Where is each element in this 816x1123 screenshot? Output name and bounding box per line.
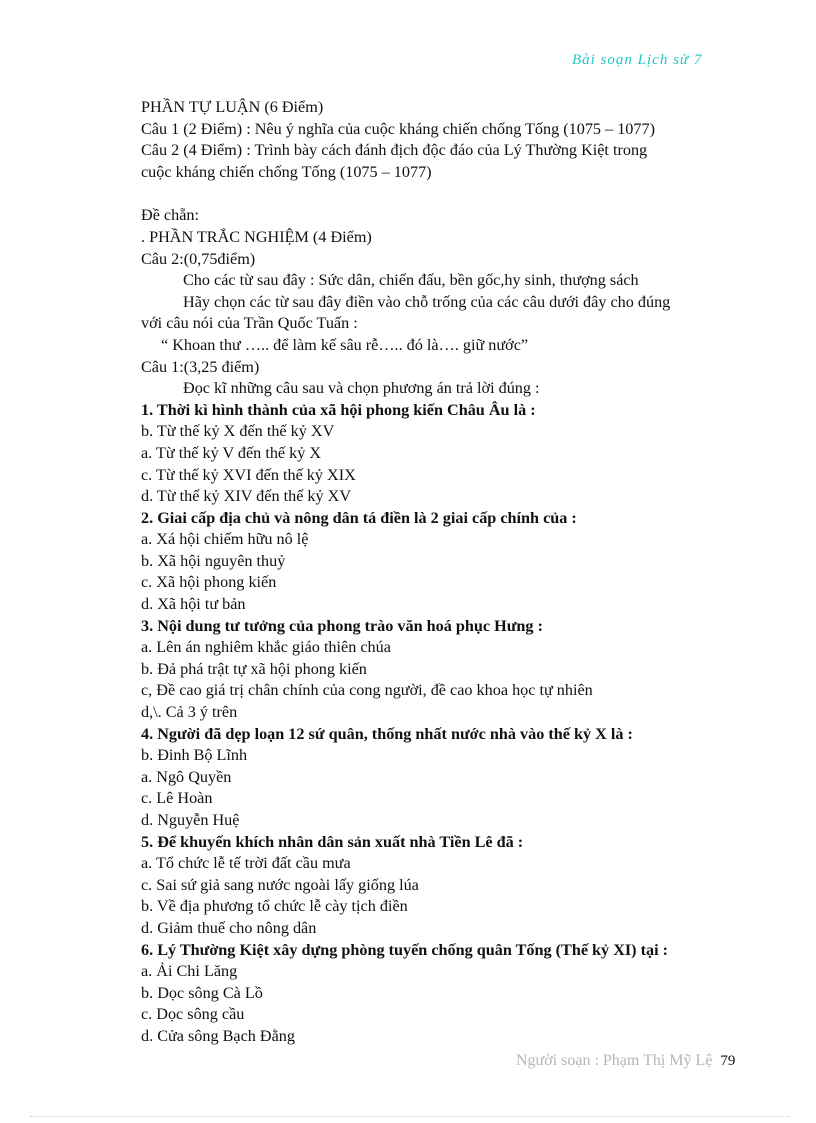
page-number: 79 [720,1053,736,1069]
cau2-quote: “ Khoan thư ….. để làm kế sâu rễ….. đó là…. giữ nước” [161,335,529,354]
question-1-option: c. Từ thế kỷ XVI đến thế kỷ XIX [141,465,356,484]
cau2-instruction-line2: với câu nói của Trần Quốc Tuấn : [141,314,358,333]
question-2-option: b. Xã hội nguyên thuỷ [141,551,286,570]
question-2-option: c. Xã hội phong kiến [141,573,277,592]
spacer [141,183,781,205]
trac-nghiem-heading: . PHẦN TRẮC NGHIỆM (4 Điểm) [141,227,372,246]
question-3-option: a. Lên án nghiêm khắc giáo thiên chúa [141,638,391,657]
question-2-option: a. Xá hội chiếm hữu nô lệ [141,530,309,549]
question-4-option: d. Nguyễn Huệ [141,811,240,829]
footer-author: Người soạn : Phạm Thị Mỹ Lệ [516,1052,713,1069]
question-2: 2. Giai cấp địa chủ và nông dân tá điền là 2 giai cấp chính của : [141,508,577,527]
cau2-instruction-line1: Hãy chọn các từ sau đây điền vào chỗ trống của các câu dưới đây cho đúng [183,292,671,311]
cau2-title: Câu 2:(0,75điểm) [141,249,256,268]
question-4-option: b. Đinh Bộ Lĩnh [141,746,248,765]
cau1-title: Câu 1:(3,25 điểm) [141,357,260,376]
cau1-instruction: Đọc kĩ những câu sau và chọn phương án trả lời đúng : [183,379,540,398]
cau2-words: Cho các từ sau đây : Sức dân, chiến đấu, bền gốc,hy sinh, thượng sách [183,271,639,290]
running-header: Bài soạn Lịch sử 7 [572,52,703,68]
tu-luan-cau2-line2: cuộc kháng chiến chống Tống (1075 – 1077) [141,162,432,181]
question-3-option: d,\. Cả 3 ý trên [141,703,238,722]
question-4-option: a. Ngô Quyền [141,767,232,786]
page-content [141,97,781,1048]
question-5-option: a. Tổ chức lễ tế trời đất cầu mưa [141,854,351,873]
question-6-option: b. Dọc sông Cà Lồ [141,983,263,1002]
footer-divider [30,1116,790,1117]
question-5: 5. Để khuyến khích nhân dân sản xuất nhà Tiền Lê đã : [141,832,524,851]
question-6-option: c. Dọc sông cầu [141,1005,245,1024]
question-4: 4. Người đã dẹp loạn 12 sứ quân, thống nhất nước nhà vào thế kỷ X là : [141,724,633,743]
tu-luan-cau2-line1: Câu 2 (4 Điểm) : Trình bày cách đánh địch độc đáo của Lý Thường Kiệt trong [141,141,648,160]
question-1-option: b. Từ thế kỷ X đến thế kỷ XV [141,422,335,441]
question-5-option: c. Sai sứ giả sang nước ngoài lấy giống lúa [141,875,419,894]
tu-luan-heading: PHẦN TỰ LUẬN (6 Điểm) [141,98,324,116]
question-5-option: d. Giảm thuế cho nông dân [141,918,317,937]
tu-luan-cau1: Câu 1 (2 Điểm) : Nêu ý nghĩa của cuộc kháng chiến chống Tống (1075 – 1077) [141,119,655,138]
question-3: 3. Nội dung tư tưởng của phong trào văn hoá phục Hưng : [141,616,543,635]
page-footer [516,1052,735,1070]
question-1-option: a. Từ thế kỷ V đến thế kỷ X [141,443,322,462]
question-1: 1. Thời kì hình thành của xã hội phong kiến Châu Âu là : [141,400,536,419]
question-5-option: b. Về địa phương tổ chức lễ cày tịch điền [141,897,408,916]
question-6: 6. Lý Thường Kiệt xây dựng phòng tuyến chống quân Tống (Thế kỷ XI) tại : [141,940,669,959]
question-6-option: d. Cửa sông Bạch Đằng [141,1026,295,1045]
question-3-option: b. Đả phá trật tự xã hội phong kiến [141,659,367,678]
de-chan-label: Đề chẵn: [141,206,199,225]
question-3-option: c, Đề cao giá trị chân chính của cong người, đề cao khoa học tự nhiên [141,681,593,700]
question-4-option: c. Lê Hoàn [141,789,213,808]
question-1-option: d. Từ thế kỷ XIV đến thế kỷ XV [141,487,352,506]
question-6-option: a. Ải Chi Lăng [141,962,238,981]
question-2-option: d. Xã hội tư bản [141,595,246,614]
